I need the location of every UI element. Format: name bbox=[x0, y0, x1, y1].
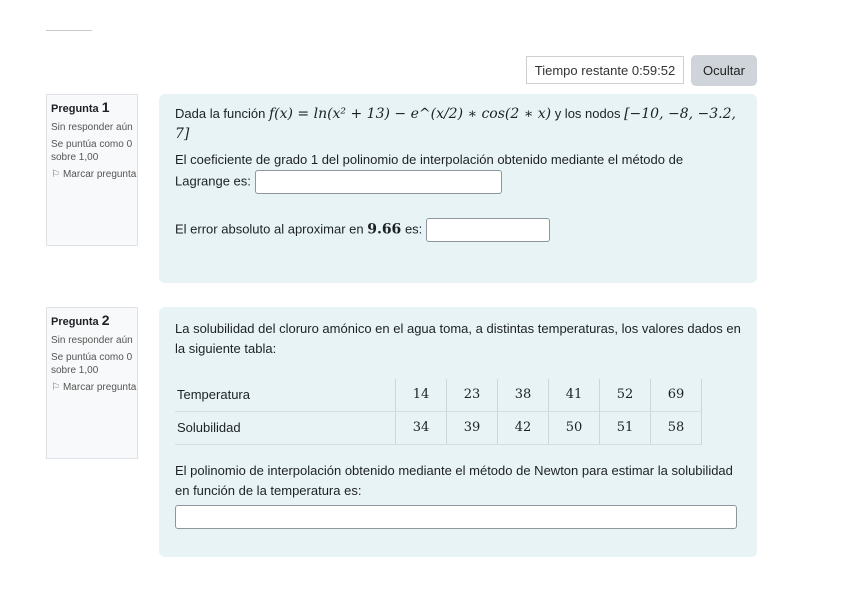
table-cell: 39 bbox=[447, 412, 498, 445]
flag-question-link[interactable] bbox=[51, 168, 137, 181]
table-cell: 51 bbox=[600, 412, 651, 445]
table-cell: 52 bbox=[600, 379, 651, 412]
question-content-2 bbox=[159, 307, 757, 557]
flag-question-label: Marcar pregunta bbox=[62, 169, 137, 180]
table-row-label: Temperatura bbox=[175, 379, 396, 412]
table-cell: 50 bbox=[549, 412, 600, 445]
table-row-label: Solubilidad bbox=[175, 412, 396, 445]
newton-polynomial-input[interactable] bbox=[175, 505, 737, 529]
function-formula: f(x) = ln(x² + 13) − e^(x/2) ∗ cos(2 ∗ x) bbox=[268, 106, 552, 122]
newton-prompt: El polinomio de interpolación obtenido mediante el método de Newton para estimar la solubilidad en función de la temperatura es: bbox=[175, 463, 733, 498]
table-cell: 23 bbox=[447, 379, 498, 412]
nodes-list: [−10, −8, −3.2, 7] bbox=[175, 106, 736, 142]
lagrange-prompt: El coeficiente de grado 1 del polinomio de interpolación obtenido mediante el método de Lagrange es: bbox=[175, 150, 741, 194]
table-cell: 41 bbox=[549, 379, 600, 412]
question-statement: Dada la función f(x) = ln(x² + 13) − e^(x/2) ∗ cos(2 ∗ x) y los nodos [−10, −8, −3.2, 7] bbox=[175, 106, 736, 142]
hide-timer-button[interactable]: Ocultar bbox=[691, 55, 757, 86]
question-number: Pregunta 2 bbox=[51, 312, 110, 328]
question-info-2 bbox=[46, 307, 138, 459]
table-row bbox=[175, 379, 702, 412]
flag-question-link[interactable] bbox=[51, 381, 137, 394]
question-info-1 bbox=[46, 94, 138, 246]
time-remaining bbox=[526, 56, 684, 84]
flag-icon: ⚐ bbox=[51, 382, 60, 393]
question-content-1 bbox=[159, 94, 757, 283]
question-score: Se puntúa como 0 sobre 1,00 bbox=[51, 139, 133, 163]
question-status: Sin responder aún bbox=[51, 335, 133, 346]
table-cell: 38 bbox=[498, 379, 549, 412]
table-cell: 34 bbox=[396, 412, 447, 445]
error-prompt: El error absoluto al aproximar en 9.66 es: bbox=[175, 218, 741, 242]
time-remaining-text: Tiempo restante 0:59:52 bbox=[534, 62, 676, 78]
flag-icon: ⚐ bbox=[51, 169, 60, 180]
table-cell: 58 bbox=[651, 412, 702, 445]
top-divider bbox=[46, 30, 92, 31]
table-cell: 69 bbox=[651, 379, 702, 412]
table-cell: 14 bbox=[396, 379, 447, 412]
flag-question-label: Marcar pregunta bbox=[62, 382, 137, 393]
absolute-error-input[interactable] bbox=[426, 218, 550, 242]
question-status: Sin responder aún bbox=[51, 122, 133, 133]
lagrange-coefficient-input[interactable] bbox=[255, 170, 502, 194]
table-cell: 42 bbox=[498, 412, 549, 445]
table-row bbox=[175, 412, 702, 445]
question-statement: La solubilidad del cloruro amónico en el agua toma, a distintas temperaturas, los valores dados en la siguiente tabla: bbox=[175, 321, 741, 356]
solubility-table bbox=[175, 379, 702, 445]
question-score: Se puntúa como 0 sobre 1,00 bbox=[51, 352, 133, 376]
question-number: Pregunta 1 bbox=[51, 99, 110, 115]
